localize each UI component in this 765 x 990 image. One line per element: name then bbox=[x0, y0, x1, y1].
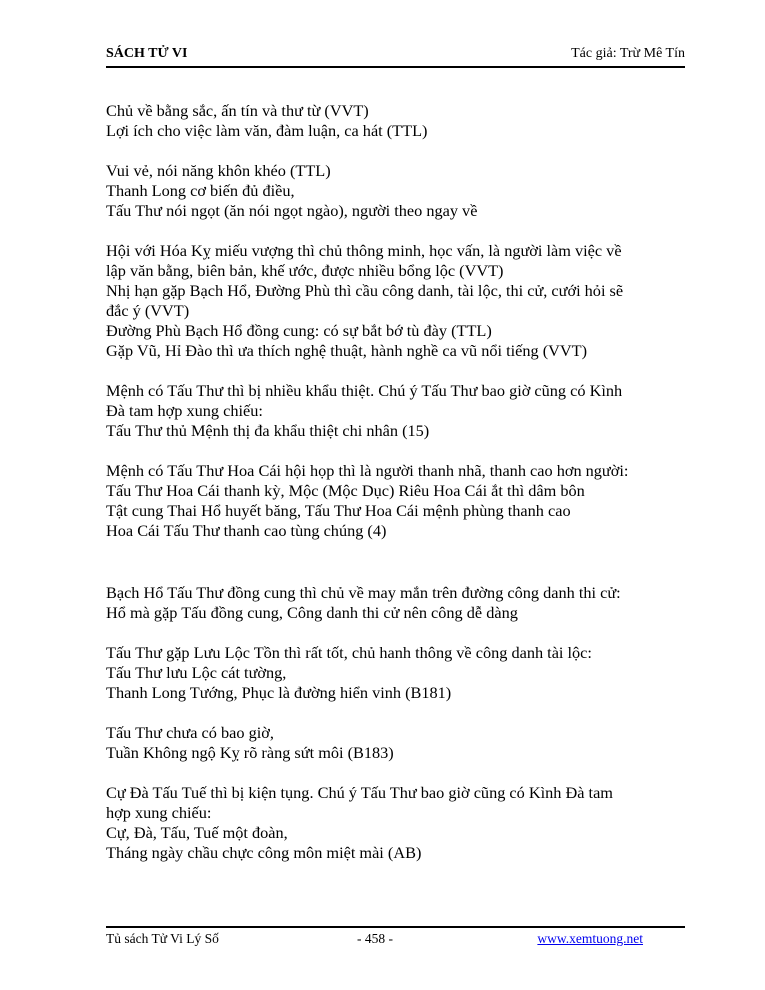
series-label: Tủ sách Tử Vi Lý Số bbox=[106, 931, 219, 946]
paragraph-9 bbox=[106, 783, 691, 863]
text-line: Cự Đà Tấu Tuế thì bị kiện tụng. Chú ý Tấu Thư bao giờ cũng có Kình Đà tam bbox=[106, 783, 613, 802]
text-line: hợp xung chiếu: bbox=[106, 803, 212, 822]
text-line: Gặp Vũ, Hỉ Đào thì ưa thích nghệ thuật, hành nghề ca vũ nổi tiếng (VVT) bbox=[106, 341, 588, 360]
text-line: Thanh Long cơ biến đủ điều, bbox=[106, 181, 295, 200]
text-line: Mệnh có Tấu Thư Hoa Cái hội họp thì là người thanh nhã, thanh cao hơn người: bbox=[106, 461, 629, 480]
text-line: Cự, Đà, Tấu, Tuế một đoàn, bbox=[106, 823, 288, 842]
author-label: Tác giả: Trừ Mê Tín bbox=[571, 46, 685, 61]
text-line: Vui vẻ, nói năng khôn khéo (TTL) bbox=[106, 161, 331, 180]
page-footer bbox=[106, 926, 685, 952]
text-line: Mệnh có Tấu Thư thì bị nhiều khẩu thiệt. Chú ý Tấu Thư bao giờ cũng có Kình bbox=[106, 381, 623, 400]
text-line: Tấu Thư gặp Lưu Lộc Tồn thì rất tốt, chủ hanh thông về công danh tài lộc: bbox=[106, 643, 592, 662]
paragraph-4 bbox=[106, 381, 691, 441]
text-line: Đà tam hợp xung chiếu: bbox=[106, 401, 263, 420]
text-line: Tấu Thư lưu Lộc cát tường, bbox=[106, 663, 287, 682]
text-line: Hoa Cái Tấu Thư thanh cao tùng chúng (4) bbox=[106, 521, 387, 540]
text-line: Hội với Hóa Kỵ miếu vượng thì chủ thông minh, học vấn, là người làm việc về bbox=[106, 241, 622, 260]
paragraph-1 bbox=[106, 101, 691, 141]
text-line: Tật cung Thai Hổ huyết băng, Tấu Thư Hoa Cái mệnh phùng thanh cao bbox=[106, 501, 571, 520]
page-content bbox=[106, 101, 691, 883]
text-line: Tấu Thư thủ Mệnh thị đa khẩu thiệt chi nhân (15) bbox=[106, 421, 430, 440]
text-line: Thanh Long Tướng, Phục là đường hiển vinh (B181) bbox=[106, 683, 452, 702]
paragraph-8 bbox=[106, 723, 691, 763]
text-line: Tấu Thư Hoa Cái thanh kỳ, Mộc (Mộc Dục) Riêu Hoa Cái ắt thì dâm bôn bbox=[106, 481, 585, 500]
text-line: Nhị hạn gặp Bạch Hổ, Đường Phù thì cầu công danh, tài lộc, thi cử, cưới hỏi sẽ bbox=[106, 281, 624, 300]
page-number: - 458 - bbox=[357, 931, 393, 946]
text-line: lập văn bằng, biên bản, khế ước, được nhiều bổng lộc (VVT) bbox=[106, 261, 504, 280]
book-title: SÁCH TỬ VI bbox=[106, 46, 188, 61]
text-line: Bạch Hổ Tấu Thư đồng cung thì chủ về may mắn trên đường công danh thi cử: bbox=[106, 583, 621, 602]
text-line: Đường Phù Bạch Hổ đồng cung: có sự bắt bớ tù đày (TTL) bbox=[106, 321, 492, 340]
website-link[interactable]: www.xemtuong.net bbox=[537, 931, 643, 946]
text-line: Chủ về bằng sắc, ấn tín và thư từ (VVT) bbox=[106, 101, 369, 120]
paragraph-2 bbox=[106, 161, 691, 221]
text-line: Tuần Không ngộ Kỵ rõ ràng sứt môi (B183) bbox=[106, 743, 394, 762]
paragraph-5 bbox=[106, 461, 691, 541]
paragraph-7 bbox=[106, 643, 691, 703]
text-line: Tháng ngày chầu chực công môn miệt mài (AB) bbox=[106, 843, 422, 862]
text-line: Hổ mà gặp Tấu đồng cung, Công danh thi cử nên công dễ dàng bbox=[106, 603, 518, 622]
text-line: Tấu Thư chưa có bao giờ, bbox=[106, 723, 274, 742]
paragraph-6 bbox=[106, 583, 691, 623]
text-line: Tấu Thư nói ngọt (ăn nói ngọt ngào), người theo ngay về bbox=[106, 201, 478, 220]
paragraph-3 bbox=[106, 241, 691, 361]
text-line: đắc ý (VVT) bbox=[106, 301, 190, 320]
page-header bbox=[106, 44, 685, 68]
text-line: Lợi ích cho việc làm văn, đàm luận, ca hát (TTL) bbox=[106, 121, 428, 140]
